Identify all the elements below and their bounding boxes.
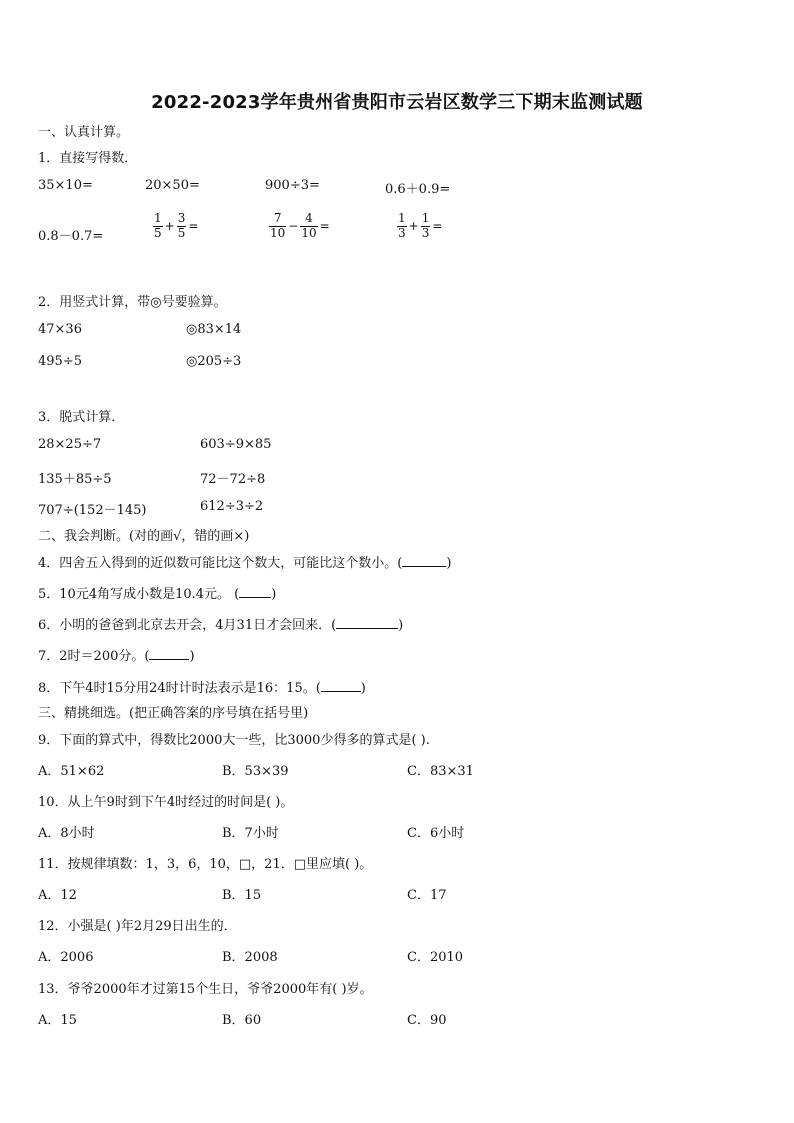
fraction: $\frac{7}{10}$ bbox=[270, 211, 286, 240]
choice-option[interactable]: A．15 bbox=[38, 1013, 77, 1028]
q1-item: 900÷3= bbox=[265, 178, 320, 193]
q3-item: 72－72÷8 bbox=[200, 472, 266, 487]
choice-option[interactable]: C．6小时 bbox=[407, 826, 465, 841]
fraction: $\frac{1}{3}$ bbox=[398, 211, 406, 240]
q2-item: ◎83×14 bbox=[186, 322, 242, 337]
fraction: $\frac{4}{10}$ bbox=[301, 211, 317, 240]
q2-item: 495÷5 bbox=[38, 354, 82, 369]
choice-option[interactable]: A．51×62 bbox=[38, 764, 105, 779]
q2-label: 2．用竖式计算，带◎号要验算。 bbox=[38, 295, 227, 310]
q2-item: ◎205÷3 bbox=[186, 354, 242, 369]
answer-blank[interactable] bbox=[239, 585, 271, 598]
judge-item: 8．下午4时15分用24时计时法表示是16：15。( ) bbox=[38, 681, 366, 696]
q2-item: 47×36 bbox=[38, 322, 82, 337]
q3-item: 28×25÷7 bbox=[38, 437, 102, 452]
choice-option[interactable]: A．8小时 bbox=[38, 826, 95, 841]
fraction-expression: $\frac{1}{5}$ + $\frac{3}{5}$ = bbox=[154, 211, 199, 240]
choice-question-stem: 13．爷爷2000年才过第15个生日，爷爷2000年有( )岁。 bbox=[38, 982, 373, 997]
choice-option[interactable]: B．60 bbox=[222, 1013, 262, 1028]
answer-blank[interactable] bbox=[336, 616, 398, 629]
q3-item: 612÷3÷2 bbox=[200, 499, 264, 514]
judge-item: 4．四舍五入得到的近似数可能比这个数大，可能比这个数小。( ) bbox=[38, 556, 452, 571]
choice-option[interactable]: C．2010 bbox=[407, 950, 464, 965]
answer-blank[interactable] bbox=[321, 679, 361, 692]
choice-question-stem: 12．小强是( )年2月29日出生的． bbox=[38, 919, 237, 934]
page-title: 2022-2023学年贵州省贵阳市云岩区数学三下期末监测试题 bbox=[151, 92, 643, 113]
choice-option[interactable]: B．2008 bbox=[222, 950, 278, 965]
fraction-expression: $\frac{7}{10}$ − $\frac{4}{10}$ = bbox=[270, 211, 330, 240]
q1-item: 20×50= bbox=[145, 178, 200, 193]
section2-heading: 二、我会判断。(对的画√，错的画×) bbox=[38, 529, 250, 544]
judge-item: 5．10元4角写成小数是10.4元。 ( ) bbox=[38, 587, 277, 602]
q1-item: 0.8－0.7= bbox=[38, 229, 104, 244]
fraction-expression: $\frac{1}{3}$ + $\frac{1}{3}$ = bbox=[398, 211, 443, 240]
q3-item: 135＋85÷5 bbox=[38, 472, 112, 487]
choice-option[interactable]: C．83×31 bbox=[407, 764, 474, 779]
answer-blank[interactable] bbox=[149, 647, 189, 660]
judge-item: 7．2时＝200分。( ) bbox=[38, 649, 195, 664]
choice-question-stem: 11．按规律填数：1，3，6，10，□，21．□里应填( )。 bbox=[38, 857, 373, 872]
q1-item: 0.6＋0.9= bbox=[385, 182, 451, 197]
fraction: $\frac{1}{5}$ bbox=[154, 211, 162, 240]
fraction: $\frac{1}{3}$ bbox=[421, 211, 430, 240]
judge-item: 6．小明的爸爸到北京去开会，4月31日才会回来．( ) bbox=[38, 618, 404, 633]
choice-option[interactable]: B．7小时 bbox=[222, 826, 279, 841]
answer-blank[interactable] bbox=[402, 554, 446, 567]
choice-option[interactable]: B．15 bbox=[222, 888, 262, 903]
q1-label: 1．直接写得数． bbox=[38, 151, 138, 166]
fraction: $\frac{3}{5}$ bbox=[177, 211, 186, 240]
q3-item: 707÷(152－145) bbox=[38, 503, 147, 518]
q1-item: 35×10= bbox=[38, 178, 93, 193]
section3-heading: 三、精挑细选。(把正确答案的序号填在括号里) bbox=[38, 706, 309, 721]
choice-option[interactable]: B．53×39 bbox=[222, 764, 289, 779]
choice-question-stem: 9．下面的算式中，得数比2000大一些，比3000少得多的算式是( ). bbox=[38, 733, 430, 748]
choice-option[interactable]: A．2006 bbox=[38, 950, 94, 965]
section1-heading: 一、认真计算。 bbox=[38, 125, 130, 140]
choice-option[interactable]: C．17 bbox=[407, 888, 447, 903]
choice-question-stem: 10．从上午9时到下午4时经过的时间是( )。 bbox=[38, 795, 294, 810]
choice-option[interactable]: A．12 bbox=[38, 888, 77, 903]
q3-item: 603÷9×85 bbox=[200, 437, 272, 452]
q3-label: 3．脱式计算． bbox=[38, 410, 125, 425]
choice-option[interactable]: C．90 bbox=[407, 1013, 447, 1028]
